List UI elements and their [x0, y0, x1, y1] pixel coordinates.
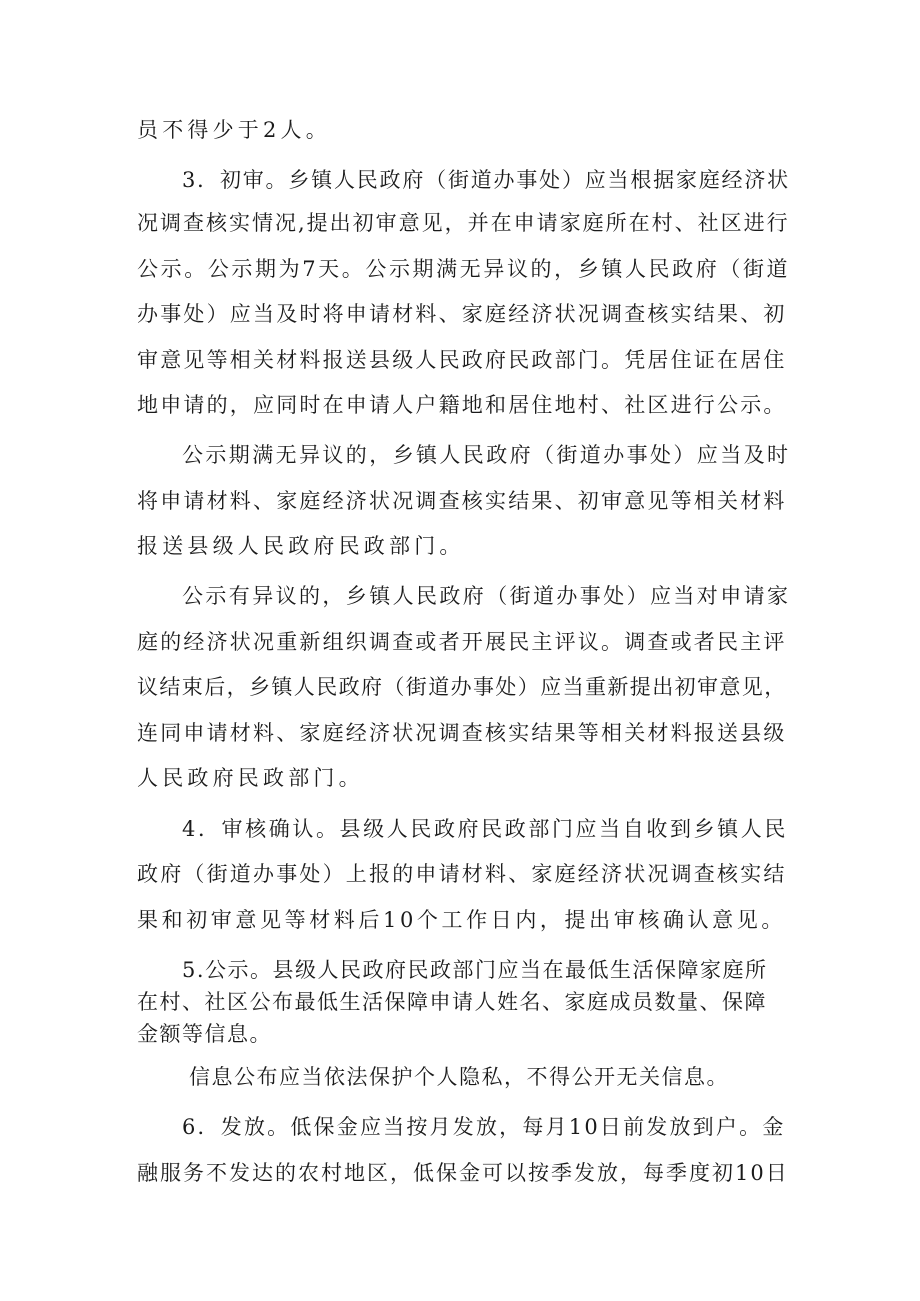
text-line: 4．审核确认。县级人民政府民政部门应当自收到乡镇人民: [182, 817, 788, 841]
text-line: 融服务不发达的农村地区，低保金可以按季发放，每季度初10日: [137, 1161, 789, 1185]
text-line: 6．发放。低保金应当按月发放，每月10日前发放到户。金: [182, 1115, 786, 1139]
text-line: 人民政府民政部门。: [137, 766, 364, 790]
text-line: 地申请的，应同时在申请人户籍地和居住地村、社区进行公示。: [137, 393, 787, 417]
text-line: 5.公示。县级人民政府民政部门应当在最低生活保障家庭所: [182, 958, 768, 982]
text-line: 审意见等相关材料报送县级人民政府民政部门。凭居住证在居住: [137, 348, 787, 372]
text-line: 议结束后，乡镇人民政府（街道办事处）应当重新提出初审意见，: [137, 675, 787, 699]
text-line: 公示期满无异议的，乡镇人民政府（街道办事处）应当及时: [182, 443, 791, 467]
text-line: 公示有异议的，乡镇人民政府（街道办事处）应当对申请家: [182, 584, 791, 608]
text-line: 报送县级人民政府民政部门。: [137, 534, 465, 558]
text-line: 在村、社区公布最低生活保障申请人姓名、家庭成员数量、保障: [137, 990, 767, 1014]
text-line: 办事处）应当及时将申请材料、家庭经济状况调查核实结果、初: [137, 302, 787, 326]
text-line: 将申请材料、家庭经济状况调查核实结果、初审意见等相关材料: [137, 489, 787, 513]
text-line: 果和初审意见等材料后10个工作日内，提出审核确认意见。: [137, 908, 786, 932]
text-line: 3．初审。乡镇人民政府（街道办事处）应当根据家庭经济状: [182, 168, 790, 192]
text-line: 政府（街道办事处）上报的申请材料、家庭经济状况调查核实结: [137, 862, 787, 886]
text-line: 金额等信息。: [137, 1022, 272, 1046]
text-line: 庭的经济状况重新组织调查或者开展民主评议。调查或者民主评: [137, 630, 787, 654]
text-line: 信息公布应当依法保护个人隐私，不得公开无关信息。: [189, 1065, 729, 1089]
text-line: 连同申请材料、家庭经济状况调查核实结果等相关材料报送县级: [137, 721, 787, 745]
text-line: 员不得少于2人。: [137, 118, 331, 142]
text-line: 况调查核实情况,提出初审意见，并在申请家庭所在村、社区进行: [137, 211, 790, 235]
text-line: 公示。公示期为7天。公示期满无异议的，乡镇人民政府（街道: [137, 257, 791, 281]
